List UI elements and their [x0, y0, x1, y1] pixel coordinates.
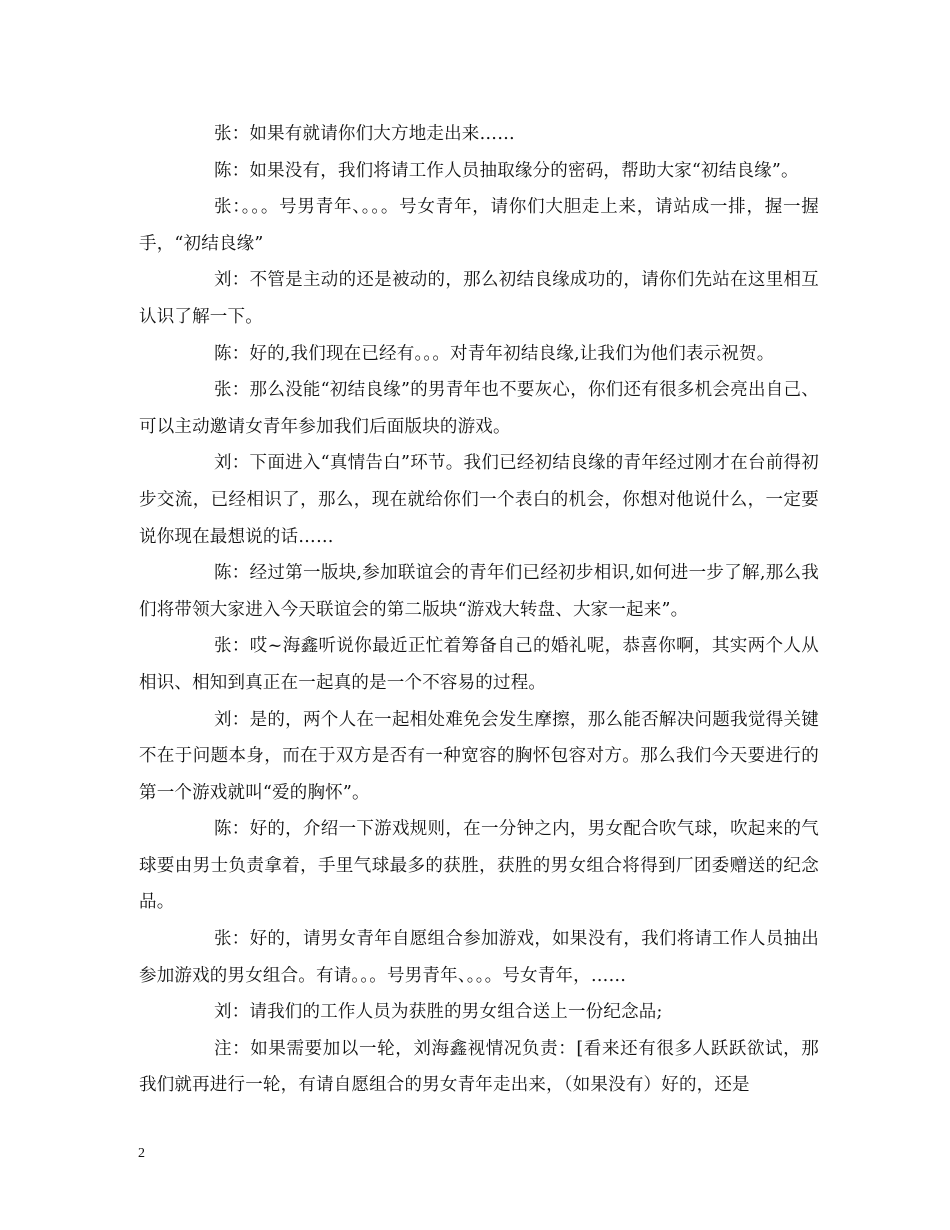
page-number: 2 [138, 1146, 145, 1161]
paragraph: 注：如果需要加以一轮，刘海鑫视情况负责：[看来还有很多人跃跃欲试，那我们就再进行一轮，有请自愿组合的男女青年走出来，（如果没有）好的，还是 [139, 1038, 819, 1096]
document-body [139, 116, 819, 1104]
paragraph: 陈：如果没有，我们将请工作人员抽取缘分的密码，帮助大家“初结良缘”。 [214, 160, 799, 181]
paragraph: 张：如果有就请你们大方地走出来…… [214, 124, 515, 144]
paragraph: 张：哎~海鑫听说你最近正忙着筹备自己的婚礼呢，恭喜你啊，其实两个人从相识、相知到真正在一起真的是一个不容易的过程。 [139, 636, 819, 693]
paragraph: 陈：好的，介绍一下游戏规则，在一分钟之内，男女配合吹气球，吹起来的气球要由男士负责拿着，手里气球最多的获胜，获胜的男女组合将得到厂团委赠送的纪念品。 [139, 819, 819, 913]
paragraph: 张：好的，请男女青年自愿组合参加游戏，如果没有，我们将请工作人员抽出参加游戏的男女组合。有请。。。号男青年、。。。号女青年，…… [139, 929, 819, 986]
paragraph: 张：那么没能“初结良缘”的男青年也不要灰心，你们还有很多机会亮出自己、可以主动邀请女青年参加我们后面版块的游戏。 [139, 380, 819, 437]
paragraph: 刘：不管是主动的还是被动的，那么初结良缘成功的，请你们先站在这里相互认识了解一下。 [139, 270, 819, 327]
paragraph: 刘：是的，两个人在一起相处难免会发生摩擦，那么能否解决问题我觉得关键不在于问题本身，而在于双方是否有一种宽容的胸怀包容对方。那么我们今天要进行的第一个游戏就叫“爱的胸怀”。 [139, 709, 819, 803]
paragraph: 刘：请我们的工作人员为获胜的男女组合送上一份纪念品; [214, 1002, 663, 1023]
paragraph: 陈：好的,我们现在已经有。。。对青年初结良缘,让我们为他们表示祝贺。 [214, 343, 775, 364]
paragraph: 张：。。。号男青年、。。。号女青年，请你们大胆走上来，请站成一排，握一握手，“初结良缘” [139, 197, 819, 254]
paragraph: 陈：经过第一版块,参加联谊会的青年们已经初步相识,如何进一步了解,那么我们将带领大家进入今天联谊会的第二版块“游戏大转盘、大家一起来”。 [139, 563, 819, 620]
paragraph: 刘：下面进入“真情告白”环节。我们已经初结良缘的青年经过刚才在台前得初步交流，已经相识了，那么，现在就给你们一个表白的机会，你想对他说什么，一定要说你现在最想说的话…… [139, 453, 819, 547]
